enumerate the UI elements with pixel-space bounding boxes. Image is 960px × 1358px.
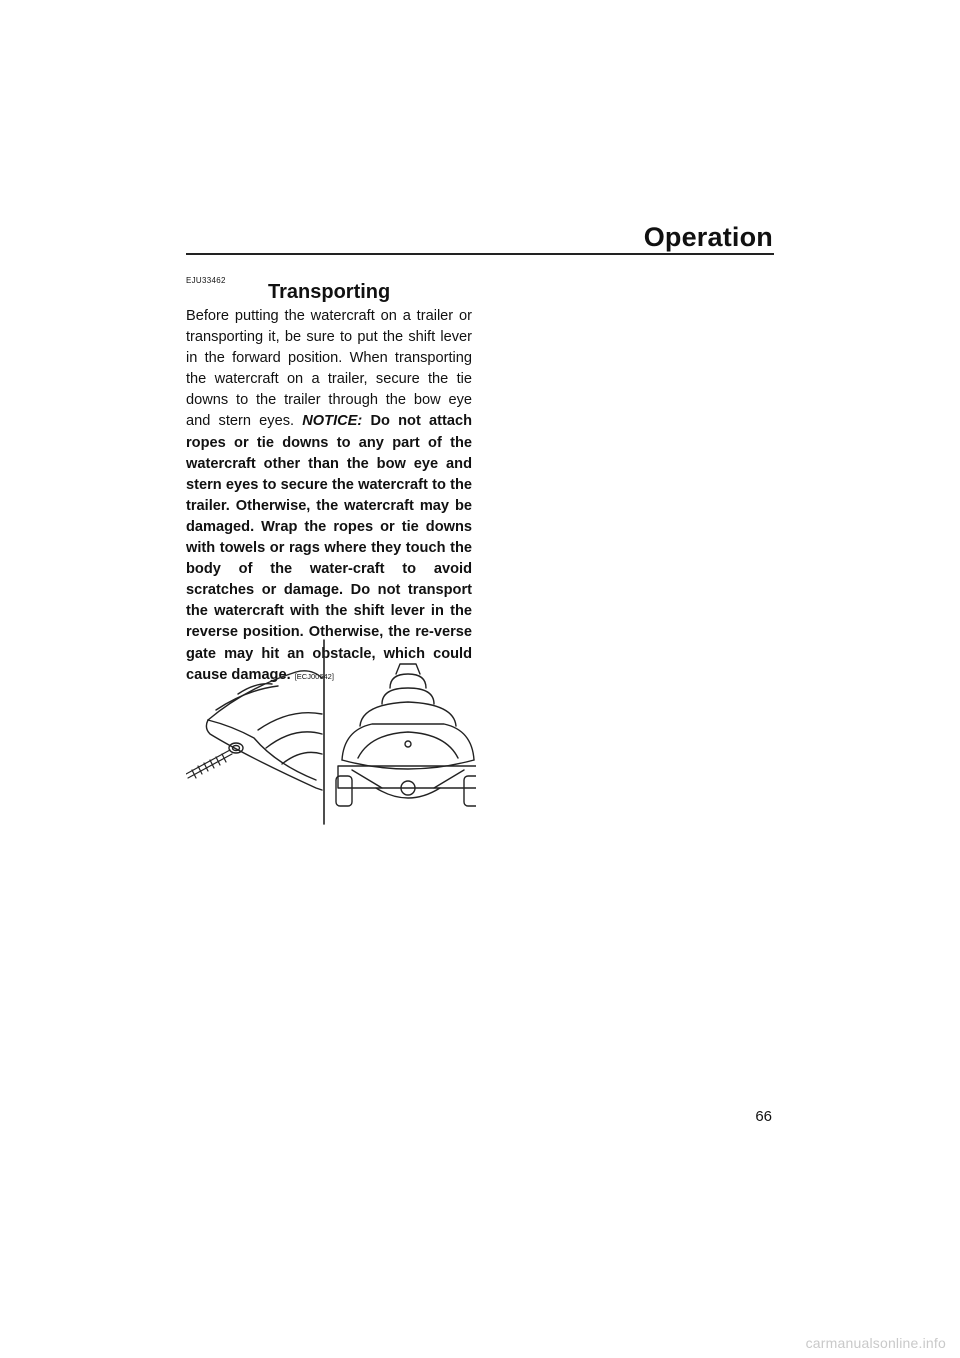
rope bbox=[186, 750, 232, 778]
body-paragraph bbox=[186, 306, 472, 687]
page-title: Operation bbox=[643, 222, 773, 252]
trailer-frame bbox=[336, 766, 476, 806]
notice-text: Do not attach ropes or tie downs to any part of the watercraft other than the bow eye and stern eyes to secure the watercraft to the trailer. Otherwise, the watercraft may be damaged. Wrap the ropes or tie downs with towels or rags where they touch the body of the water-craft to avoid scratches or damage. Do not transport the watercraft with the shift lever in the reverse position. Otherwise, the re-verse gate may hit an obstacle, which could cause damage. bbox=[186, 413, 472, 683]
bow-eye-closeup bbox=[206, 671, 322, 790]
section-code: EJU33462 bbox=[186, 276, 226, 285]
notice-ref: [ECJ00642] bbox=[294, 671, 334, 681]
rear-view-watercraft bbox=[342, 664, 474, 769]
intro-text: Before putting the watercraft on a trailer or transporting it, be sure to put the shift lever in the forward position. When transporting the watercraft on a trailer, secure the tie downs to the trailer through the bow eye and stern eyes. bbox=[186, 308, 472, 430]
section-heading: Transporting bbox=[268, 281, 391, 303]
header-rule bbox=[186, 253, 774, 255]
page-number: 66 bbox=[755, 1108, 772, 1125]
tie-down-illustration bbox=[186, 638, 476, 826]
watermark: carmanualsonline.info bbox=[805, 1335, 946, 1351]
notice-label: NOTICE: bbox=[302, 413, 363, 430]
